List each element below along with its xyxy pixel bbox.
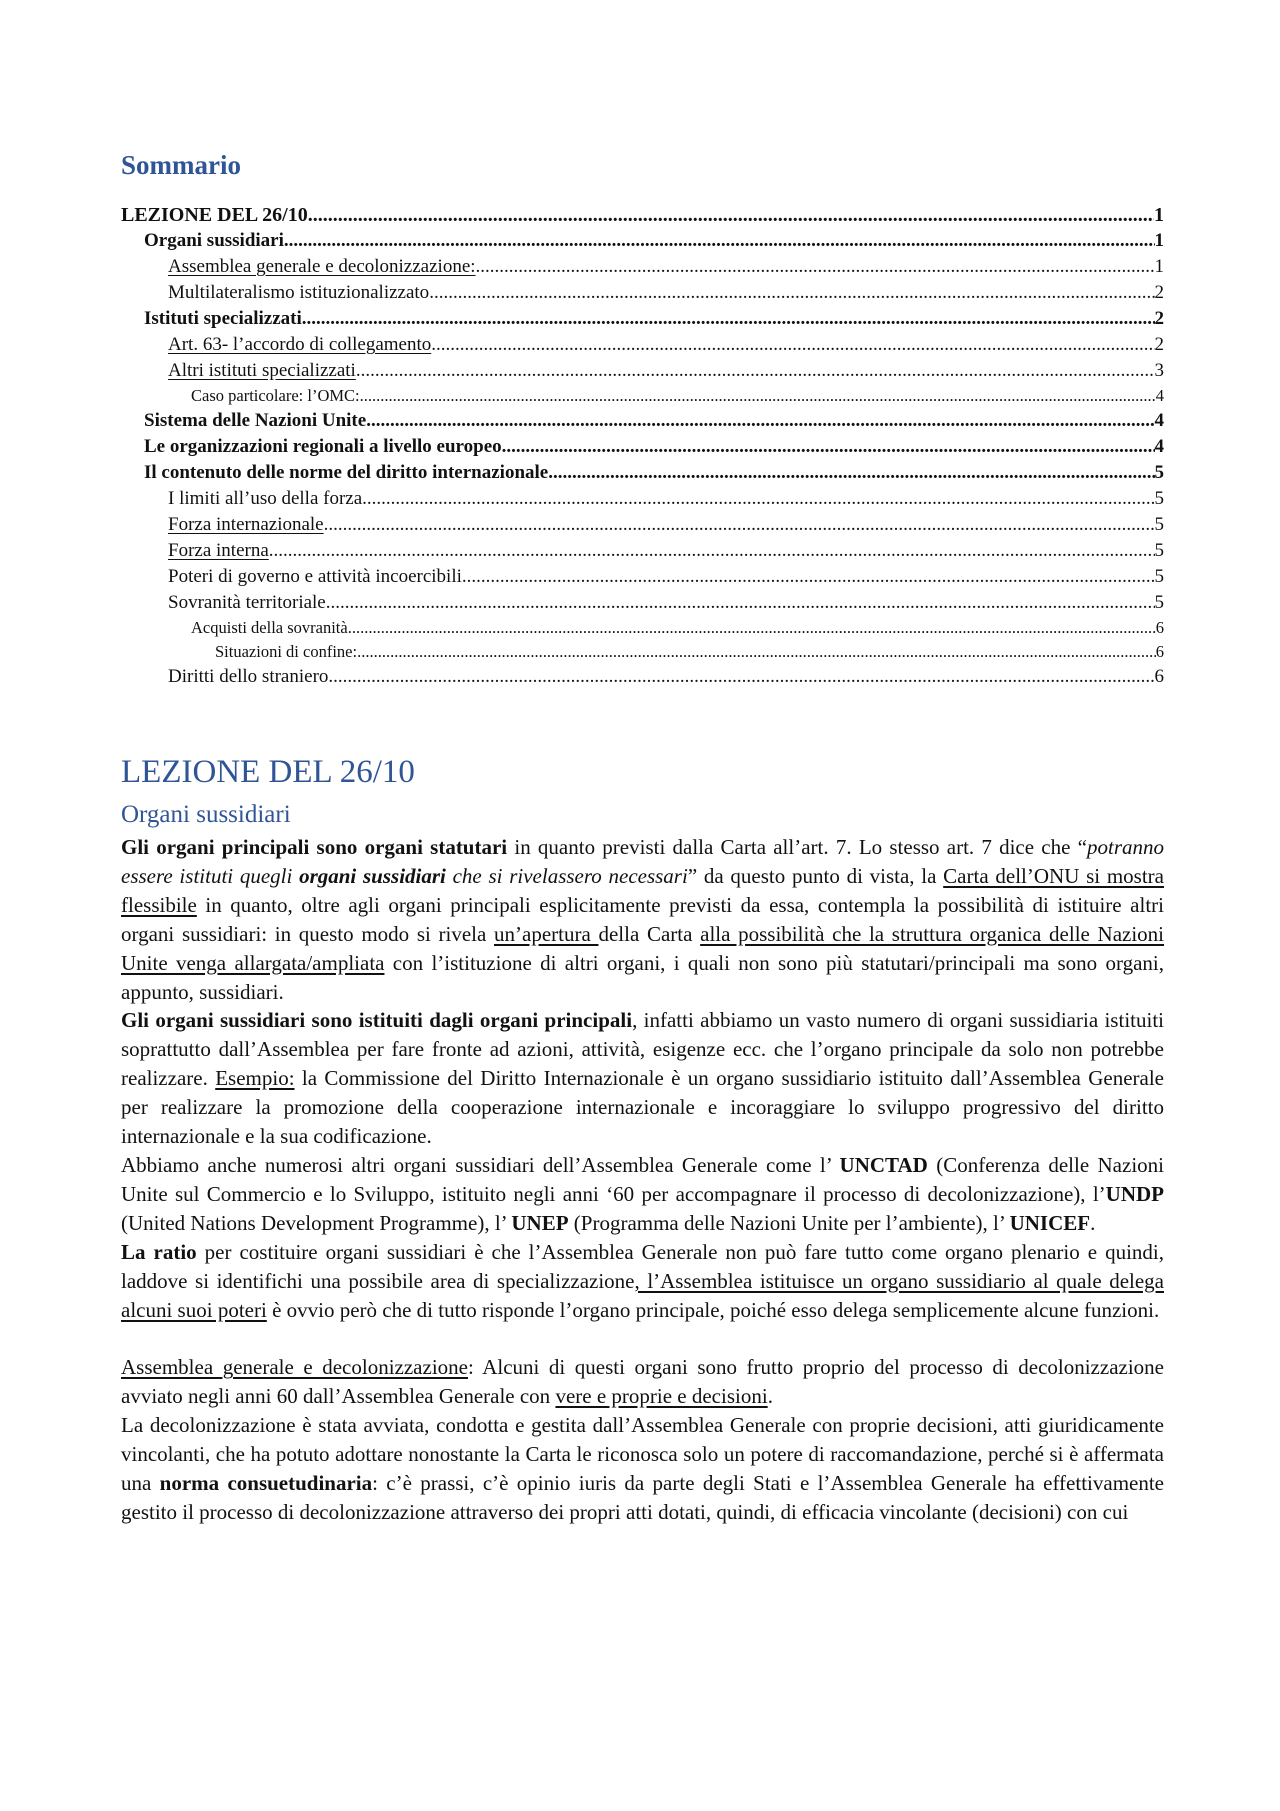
toc-entry[interactable]: Situazioni di confine: ..... 6: [121, 642, 1164, 666]
toc-entry[interactable]: Organi sussidiari ..... 1: [121, 230, 1164, 256]
toc-entry[interactable]: Il contenuto delle norme del diritto internazionale ..... 5: [121, 462, 1164, 488]
toc-entry[interactable]: Altri istituti specializzati ..... 3: [121, 360, 1164, 386]
toc-entry[interactable]: Poteri di governo e attività incoercibili ..... 5: [121, 566, 1164, 592]
subsection-heading: Organi sussidiari: [121, 801, 291, 828]
toc-entry[interactable]: Forza internazionale ..... 5: [121, 514, 1164, 540]
toc-entry[interactable]: LEZIONE DEL 26/10 ..... 1: [121, 204, 1164, 230]
toc-entry[interactable]: Multilateralismo istituzionalizzato ..... 2: [121, 282, 1164, 308]
toc-entry[interactable]: Sovranità territoriale ..... 5: [121, 592, 1164, 618]
paragraph: La decolonizzazione è stata avviata, condotta e gestita dall’Assemblea Generale con proprie decisioni, atti giuridicamente vincolanti, che ha potuto adottare nonostante la Carta le riconosca solo un potere di raccomandazione, perché si è affermata una norma consuetudinaria: c’è prassi, c’è opinio iuris da parte degli Stati e l’Assemblea Generale ha effettivamente gestito il processo di decolonizzazione attraverso dei propri atti dotati, quindi, di efficacia vincolante (decisioni) con cui: [121, 1413, 1165, 1524]
toc-entry[interactable]: Assemblea generale e decolonizzazione: ..... 1: [121, 256, 1164, 282]
toc-entry[interactable]: Istituti specializzati ..... 2: [121, 308, 1164, 334]
paragraph: Gli organi principali sono organi statutari in quanto previsti dalla Carta all’art. 7. Lo stesso art. 7 dice che “potranno essere istituti quegli organi sussidiari che si rivelassero necessari” da questo punto di vista, la Carta dell’ONU si mostra flessibile in quanto, oltre agli organi principali esplicitamente previsti da essa, contempla la possibilità di istituire altri organi sussidiari: in questo modo si rivela un’apertura della Carta alla possibilità che la struttura organica delle Nazioni Unite venga allargata/ampliata con l’istituzione di altri organi, i quali non sono più statutari/principali ma sono organi, appunto, sussidiari.: [121, 835, 1164, 1004]
toc-entry[interactable]: Art. 63- l’accordo di collegamento ..... 2: [121, 334, 1164, 360]
section-heading: LEZIONE DEL 26/10: [121, 754, 415, 790]
toc-title: Sommario: [121, 150, 241, 180]
toc-entry[interactable]: Le organizzazioni regionali a livello europeo ..... 4: [121, 436, 1164, 462]
toc-entry[interactable]: I limiti all’uso della forza ..... 5: [121, 488, 1164, 514]
table-of-contents: [121, 204, 1164, 692]
paragraph: Gli organi sussidiari sono istituiti dagli organi principali, infatti abbiamo un vasto numero di organi sussidiaria istituiti soprattutto dall’Assemblea per fare fronte ad azioni, attività, esigenze ecc. che l’organo principale da solo non potrebbe realizzare. Esempio: la Commissione del Diritto Internazionale è un organo sussidiario istituito dall’Assemblea Generale per realizzare la promozione della cooperazione internazionale e incoraggiare lo sviluppo progressivo del diritto internazionale e la sua codificazione.: [121, 1008, 1164, 1149]
paragraph: La ratio per costituire organi sussidiari è che l’Assemblea Generale non può fare tutto come organo plenario e quindi, laddove si identifichi una possibile area di specializzazione, l’Assemblea istituisce un organo sussidiario al quale delega alcuni suoi poteri è ovvio però che di tutto risponde l’organo principale, poiché esso delega semplicemente alcune funzioni.: [121, 1239, 1164, 1322]
toc-entry[interactable]: Diritti dello straniero ..... 6: [121, 666, 1164, 692]
document-body: [121, 833, 1164, 1527]
toc-entry[interactable]: Acquisti della sovranità ..... 6: [121, 618, 1164, 642]
paragraph: Assemblea generale e decolonizzazione: Alcuni di questi organi sono frutto proprio del processo di decolonizzazione avviato negli anni 60 dall’Assemblea Generale con vere e proprie e decisioni.: [121, 1355, 1165, 1409]
paragraph: Abbiamo anche numerosi altri organi sussidiari dell’Assemblea Generale come l’ UNCTAD (Conferenza delle Nazioni Unite sul Commercio e lo Sviluppo, istituito negli anni ‘60 per accompagnare il processo di decolonizzazione), l’UNDP (United Nations Development Programme), l’ UNEP (Programma delle Nazioni Unite per l’ambiente), l’ UNICEF.: [121, 1152, 1164, 1235]
toc-entry[interactable]: Forza interna ..... 5: [121, 540, 1164, 566]
toc-entry[interactable]: Sistema delle Nazioni Unite ..... 4: [121, 410, 1164, 436]
toc-entry[interactable]: Caso particolare: l’OMC: ..... 4: [121, 386, 1164, 410]
